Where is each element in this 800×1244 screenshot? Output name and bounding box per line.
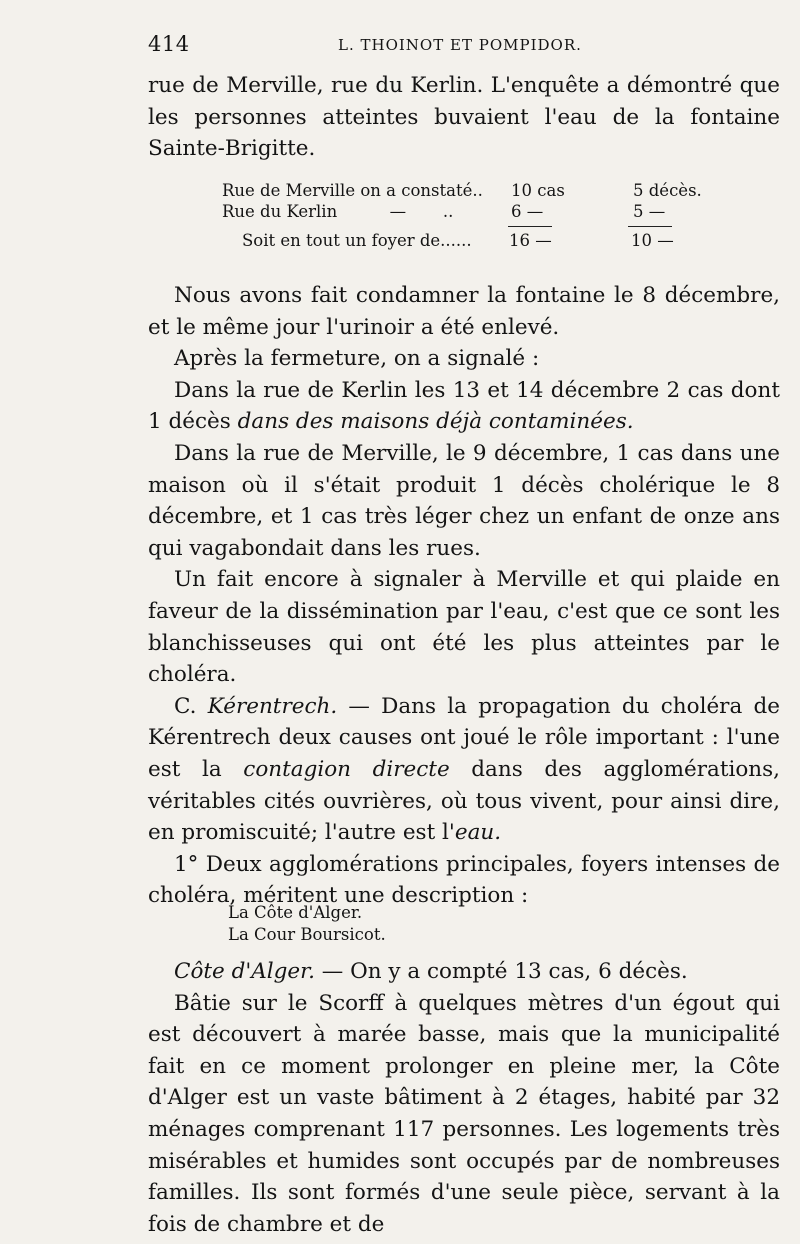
section-letter: C. [174, 693, 208, 719]
sum-rule [628, 226, 672, 227]
subsection-title: Côte d'Alger. [174, 959, 315, 984]
section-title: Kérentrech. [207, 693, 338, 719]
row-deaths: 5 — [633, 202, 666, 221]
row-cases: 6 — [511, 202, 544, 221]
row-deaths: 5 décès. [633, 181, 702, 200]
total-deaths: 10 — [631, 231, 674, 250]
body-text-lower [148, 956, 780, 1240]
paragraph-3: Après la fermeture, on a signalé : [174, 346, 540, 372]
para7-text-2: dans des agglomérations, véritables cités ouvrières, où tous vivent, pour ainsi dire, en promiscuité; l'autre est l' [148, 756, 780, 846]
paragraph-continuation [148, 70, 780, 165]
paragraph-6: Un fait encore à signaler à Merville et qui plaide en faveur de la dissémination par l'eau, c'est que ce sont les blanchisseuses qui ont été les plus atteintes par le choléra. [148, 567, 780, 688]
total-label: Soit en tout un foyer de...... [242, 231, 472, 250]
paragraph-10: Bâtie sur le Scorff à quelques mètres d'un égout qui est découvert à marée basse, mais que la municipalité fait en ce moment prolonger en pleine mer, la Côte d'Alger est un vaste bâtiment à 2 étages, habité par 32 ménages comprenant 117 personnes. Les logements très misérables et humides sont occupés par de nombreuses familles. Ils sont formés d'une seule pièce, servant à la fois de chambre et de [148, 990, 780, 1237]
page-number: 414 [148, 32, 190, 56]
paragraph-1: rue de Merville, rue du Kerlin. L'enquête a démontré que les personnes atteintes buvaient l'eau de la fontaine Sainte-Brigitte. [148, 73, 780, 162]
table-total-row [242, 230, 722, 251]
row-label: Rue du Kerlin — .. [222, 202, 454, 221]
paragraph-5: Dans la rue de Merville, le 9 décembre, 1 cas dans une maison où il s'était produit 1 décès cholérique le 8 décembre, et 1 cas très léger chez un enfant de onze ans qui vagabondait dans les rues. [148, 440, 780, 561]
body-text [148, 280, 780, 912]
row-cases: 10 cas [511, 181, 565, 200]
paragraph-4 [148, 375, 780, 438]
page-header [148, 32, 780, 58]
para7-italic-1: contagion directe [243, 756, 450, 782]
sum-rule-row [222, 222, 722, 230]
table-row [222, 201, 722, 222]
paragraph-2: Nous avons fait condamner la fontaine le 8 décembre, et le même jour l'urinoir a été enlevé. [148, 283, 780, 340]
cases-table [222, 180, 722, 251]
running-title: L. THOINOT ET POMPIDOR. [338, 36, 582, 54]
para4-italic: dans des maisons déjà contaminées. [237, 409, 634, 435]
para7-text-1: — Dans la propagation du choléra de Kérentrech deux causes ont joué le rôle important : l'une est la [148, 693, 780, 782]
table-row [222, 180, 722, 201]
row-label: Rue de Merville on a constaté.. [222, 181, 483, 200]
list-item: La Cour Boursicot. [228, 925, 386, 944]
paragraph-8: 1° Deux agglomérations principales, foyers intenses de choléra, méritent une description : [148, 851, 780, 909]
agglomeration-list [228, 902, 386, 946]
para7-italic-2: eau. [454, 820, 502, 846]
para9-text: — On y a compté 13 cas, 6 décès. [314, 959, 688, 984]
list-item: La Côte d'Alger. [228, 903, 363, 922]
paragraph-7 [148, 691, 780, 849]
paragraph-9 [148, 956, 780, 988]
total-cases: 16 — [509, 231, 552, 250]
sum-rule [508, 226, 552, 227]
para4-text: Dans la rue de Kerlin les 13 et 14 décembre 2 cas dont 1 décès [148, 377, 780, 435]
